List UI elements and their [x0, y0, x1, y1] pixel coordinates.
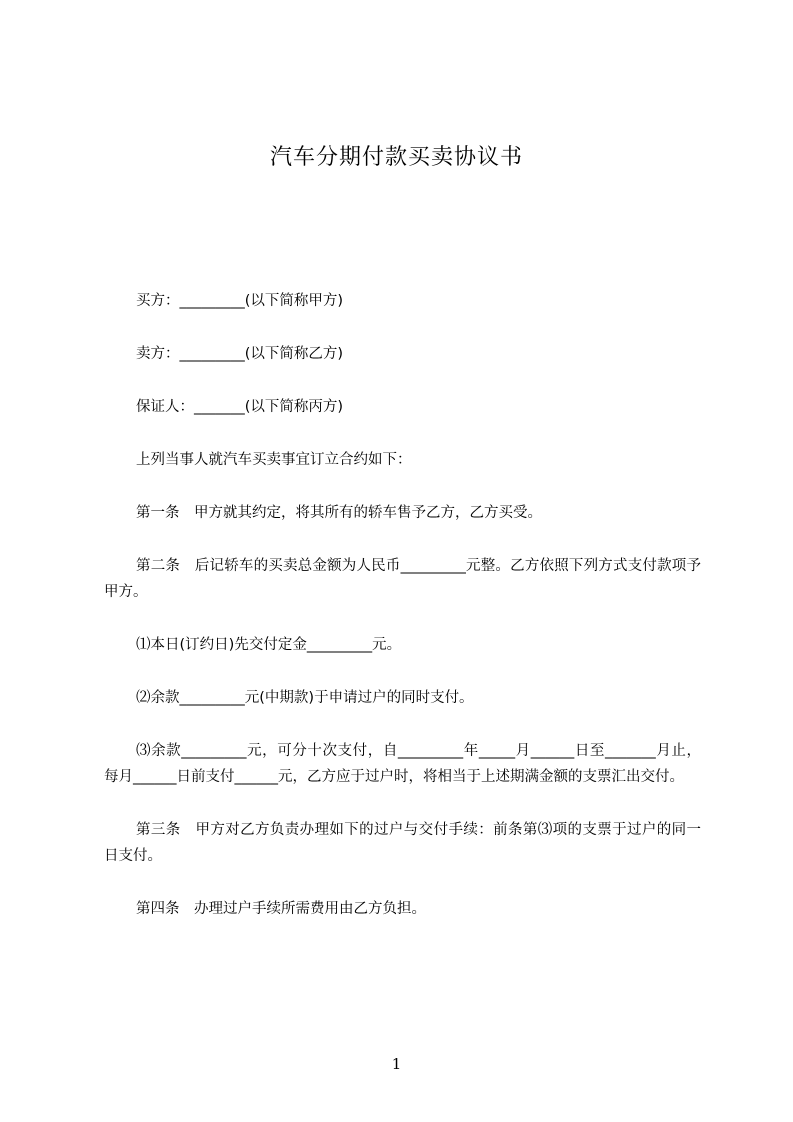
article-2-item-3: ⑶余款_________元，可分十次支付，自_________年_____月______日至_______月止，每月______日前支付______元，乙方应于过户时，将相当于上述期满金额的支票汇出交付。 — [104, 743, 701, 785]
article-2-item-1: ⑴本日(订约日)先交付定金_________元。 — [136, 637, 402, 653]
document-body — [104, 288, 701, 949]
article-2-paragraph: 第二条 后记轿车的买卖总金额为人民币_________元整。乙方依照下列方式支付款项予甲方。 — [104, 558, 701, 600]
article-1-paragraph: 第一条 甲方就其约定，将其所有的轿车售予乙方，乙方买受。 — [136, 505, 542, 521]
article-4-paragraph: 第四条 办理过户手续所需费用由乙方负担。 — [136, 901, 426, 917]
buyer-line: 买方：_________(以下简称甲方) — [136, 293, 344, 309]
seller-line: 卖方：_________(以下简称乙方) — [136, 346, 344, 362]
preamble-paragraph: 上列当事人就汽车买卖事宜订立合约如下： — [136, 452, 412, 468]
document-title: 汽车分期付款买卖协议书 — [269, 145, 523, 170]
guarantor-line: 保证人：_______(以下简称丙方) — [136, 399, 344, 415]
article-3-paragraph: 第三条 甲方对乙方负责办理如下的过户与交付手续：前条第⑶项的支票于过户的同一日支付。 — [104, 822, 701, 864]
page-number: 1 — [391, 1055, 402, 1073]
article-2-item-2: ⑵余款_________元(中期款)于申请过户的同时支付。 — [136, 690, 474, 706]
